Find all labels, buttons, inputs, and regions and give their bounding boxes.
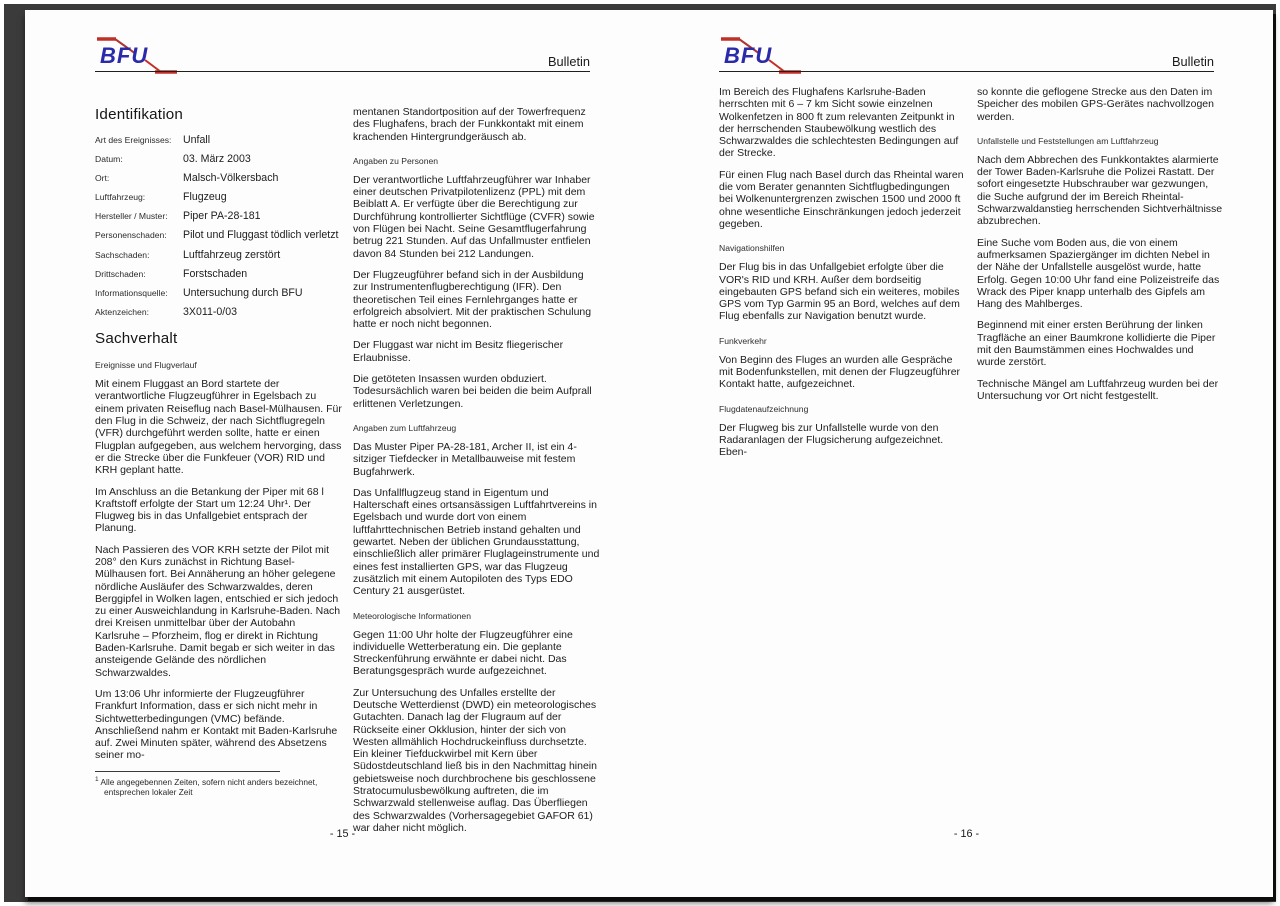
row-value: Malsch-Völkersbach [183, 172, 279, 185]
paragraph: Der verantwortliche Luftfahrzeugführer war Inhaber einer deutschen Privatpilotenlizenz (PPL) mit dem Beiblatt A. Er verfügte über die Berechtigung zur Durchführung kontrollierter Sichtflüge (CVFR) sowie von Flügen bei Nacht. Seine Gesamtflugerfahrung betrug 221 Stunden. Auf das Unfallmuster entfielen davon 84 Stunden bei 212 Landungen. [353, 173, 595, 260]
page-16-column-1 [719, 86, 966, 468]
page-16 [649, 10, 1273, 897]
subheading-navigationshilfen: Navigationshilfen [719, 243, 785, 254]
page-15-column-2 [353, 106, 600, 843]
table-row [95, 249, 342, 261]
row-value: 3X011-0/03 [183, 305, 237, 318]
paragraph: Die getöteten Insassen wurden obduziert. Todesursächlich waren bei beiden die beim Aufprall erlittenen Verletzungen. [353, 373, 592, 410]
bfu-logo-text: BFU [724, 43, 773, 68]
paragraph: Der Flugzeugführer befand sich in der Ausbildung zur Instrumentenflugberechtigung (IFR). Den theoretischen Teil eines Fernlehrganges hatte er erfolgreich absolviert. Mit der praktischen Schulung hatte er noch nicht begonnen. [353, 268, 592, 331]
paragraph: Der Fluggast war nicht im Besitz fliegerischer Erlaubnisse. [353, 339, 564, 364]
table-row [95, 191, 342, 203]
paragraph: Technische Mängel am Luftfahrzeug wurden bei der Untersuchung vor Ort nicht festgestellt. [977, 377, 1219, 402]
page-16-column-2 [977, 86, 1224, 468]
table-row [95, 229, 342, 241]
paragraph: Um 13:06 Uhr informierte der Flugzeugführer Frankfurt Information, dass er sich nicht mehr in Sichtwetterbedingungen (VMC) befände. Anschließend nahm er Kontakt mit Baden-Karlsruhe auf. Zwei Minuten später, während des Absetzens seiner mo- [95, 687, 338, 762]
table-row [95, 172, 342, 184]
row-value: Forstschaden [183, 267, 248, 280]
paragraph: Im Anschluss an die Betankung der Piper mit 68 l Kraftstoff erfolgte der Start um 12:24 Uhr¹. Der Flugweg bis in das Unfallgebiet entsprach der Planung. [95, 485, 324, 535]
page-number-15: - 15 - [329, 828, 356, 840]
table-row [95, 210, 342, 222]
table-row [95, 287, 342, 299]
footnote [95, 771, 342, 797]
paragraph: Gegen 11:00 Uhr holte der Flugzeugführer eine individuelle Wetterberatung ein. Die geplante Streckenführung erwähnte er dabei nicht. Das Beratungsgespräch wurde aufgezeichnet. [353, 628, 573, 678]
row-label: Datum: [95, 154, 123, 165]
page-number-16: - 16 - [953, 828, 980, 840]
paragraph: Von Beginn des Fluges an wurden alle Gespräche mit Bodenfunkstellen, mit denen der Flugzeugführer Kontakt hatte, aufgezeichnet. [719, 353, 961, 391]
row-value: Unfall [183, 134, 211, 146]
subheading-personen: Angaben zu Personen [353, 155, 439, 166]
bfu-logo-text: BFU [100, 43, 149, 68]
subheading-flugdaten: Flugdatenaufzeichnung [719, 403, 809, 414]
row-label: Personenschaden: [95, 230, 167, 241]
paragraph: Der Flug bis in das Unfallgebiet erfolgte über die VOR's RID und KRH. Außer dem bordseitig eingebauten GPS befand sich ein weiteres, mobiles GPS vom Typ Garmin 95 an Bord, welches auf dem Flug ebenfalls zur Navigation benutzt wurde. [719, 261, 960, 323]
footnote-text: Alle angegebennen Zeiten, sofern nicht anders bezeichnet, entsprechen lokaler Zeit [98, 776, 318, 797]
paragraph: so konnte die geflogene Strecke aus den Daten im Speicher des mobilen GPS-Gerätes nachvollzogen werden. [977, 86, 1214, 123]
page-15 [25, 10, 649, 897]
table-row [95, 153, 342, 165]
paragraph: Der Flugweg bis zur Unfallstelle wurde von den Radaranlagen der Flugsicherung aufgezeichnet. Eben- [719, 421, 944, 459]
sachverhalt-heading: Sachverhalt [95, 330, 178, 348]
document-spread [25, 10, 1273, 897]
subheading-funkverkehr: Funkverkehr [719, 335, 767, 346]
subheading-meteorologie: Meteorologische Informationen [353, 610, 471, 621]
paragraph: Das Muster Piper PA-28-181, Archer II, ist ein 4-sitziger Tiefdecker in Metallbauweise mit festem Bugfahrwerk. [353, 440, 577, 478]
row-label: Aktenzeichen: [95, 306, 149, 317]
paragraph: Im Bereich des Flughafens Karlsruhe-Baden herrschten mit 6 – 7 km Sicht sowie einzelnen Wolkenfetzen in 800 ft zum relevanten Zeitpunkt in der herrschenden Staubewölkung westlich des Schwarzwaldes die schlechtesten Bedingungen auf der Strecke. [719, 86, 959, 160]
row-value: Flugzeug [183, 191, 227, 204]
paragraph: Beginnend mit einer ersten Berührung der linken Tragfläche an einer Baumkrone kollidierte die Piper mit den Baumstämmen eines Hochwaldes und wurde zerstört. [977, 319, 1216, 369]
table-row [95, 306, 342, 318]
identification-table [95, 134, 342, 318]
bulletin-title: Bulletin [1172, 54, 1214, 69]
bfu-logo-icon [719, 32, 803, 76]
row-value: Untersuchung durch BFU [183, 286, 303, 299]
row-label: Art des Ereignisses: [95, 135, 172, 145]
paragraph: Mit einem Fluggast an Bord startete der verantwortliche Flugzeugführer in Egelsbach zu einem privaten Reiseflug nach Basel-Mülhausen. Für den Flug in die Schweiz, der nach Sichtflugregeln (VFR) durchgeführt werden sollte, hatte er einen Flugplan aufgegeben, aus welchem hervorging, dass er die Strecke über die Funkfeuer (VOR) RID und KRH geplant hatte. [95, 378, 342, 477]
row-value: Piper PA-28-181 [183, 210, 261, 223]
footnote-marker: 1 [95, 775, 99, 783]
bfu-logo-icon [95, 32, 179, 76]
page-16-content [719, 86, 1224, 468]
paragraph: Zur Untersuchung des Unfalles erstellte der Deutsche Wetterdienst (DWD) ein meteorologisches Gutachten. Danach lag der Flugraum auf der Rückseite einer Okklusion, hinter der sich von Westen allmählich Hochdruckeinfluss durchsetzte. Ein kleiner Tiefduckwirbel mit Kern über Südostdeutschland ließ bis in den Nachmittag hinein gebietsweise noch durchbrochene bis geschlossene Stratocumulusbewölkung auftreten, die im Schwarzwald stellenweise auflag. Das Überfliegen des Schwarzwaldes (Vorhersagegebiet GAFOR 61) war daher nicht möglich. [353, 686, 597, 834]
table-row [95, 134, 342, 146]
row-value: Pilot und Fluggast tödlich verletzt [183, 229, 339, 242]
paragraph: Eine Suche vom Boden aus, die von einem aufmerksamen Spaziergänger im dichten Nebel in der Nähe der Unfallstelle ausgelöst wurde, hatte Erfolg. Gegen 10:00 Uhr fand eine Polizeistreife das Wrack des Piper knapp unterhalb des Gipfels am Hang des Mahlberges. [977, 236, 1220, 311]
table-row [95, 268, 342, 280]
row-label: Informationsquelle: [95, 287, 168, 298]
header-rule [719, 71, 1214, 72]
row-label: Hersteller / Muster: [95, 211, 168, 222]
subheading-unfallstelle: Unfallstelle und Feststellungen am Luftfahrzeug [977, 135, 1159, 146]
page-15-content [95, 106, 600, 843]
identification-heading: Identifikation [95, 106, 184, 123]
viewer-canvas [4, 4, 1276, 902]
row-label: Drittschaden: [95, 268, 146, 279]
row-label: Sachschaden: [95, 249, 150, 260]
bulletin-title: Bulletin [548, 54, 590, 69]
subheading-ereignisse: Ereignisse und Flugverlauf [95, 360, 197, 371]
page-15-column-1 [95, 106, 342, 843]
paragraph: mentanen Standortposition auf der Towerfrequenz des Flughafens, brach der Funkkontakt mit einem krachenden Hintergrundgeräusch ab. [353, 106, 586, 143]
row-label: Luftfahrzeug: [95, 192, 146, 203]
row-label: Ort: [95, 173, 110, 184]
footnote-rule [95, 771, 280, 772]
row-value: Luftfahrzeug zerstört [183, 248, 281, 261]
row-value: 03. März 2003 [183, 153, 251, 166]
subheading-luftfahrzeug: Angaben zum Luftfahrzeug [353, 422, 457, 433]
paragraph: Nach dem Abbrechen des Funkkontaktes alarmierte der Tower Baden-Karlsruhe die Polizei Rastatt. Der sofort eingesetzte Hubschrauber war gezwungen, die Suche aufgrund der im Bereich Rheintal-Schwarzwaldanstieg herrschenden Sichtverhältnisse abzubrechen. [977, 153, 1223, 228]
header-rule [95, 71, 590, 72]
paragraph: Das Unfallflugzeug stand in Eigentum und Halterschaft eines ortsansässigen Luftfahrtvereins in Egelsbach und wurde dort von einem luftfahrttechnischen Betrieb instand gehalten und gewartet. Neben der üblichen Grundausstattung, einschließlich aller primärer Fluglageinstrumente und eines fest installierten GPS, war das Flugzeug zusätzlich mit einem Autopiloten des Typs EDO Century 21 ausgerüstet. [353, 486, 600, 598]
paragraph: Nach Passieren des VOR KRH setzte der Pilot mit 208° den Kurs zunächst in Richtung Basel-Mülhausen fort. Bei Annäherung an höher gelegene nördliche Ausläufer des Schwarzwaldes, deren Berggipfel in Wolken lagen, entschied er sich jedoch zu einer Ausweichlandung in Karlsruhe-Baden. Nach drei Kreisen unmittelbar über der Autobahn Karlsruhe – Pforzheim, flog er direkt in Richtung Baden-Karlsruhe. Damit begab er sich weiter in das ansteigende Gelände des nördlichen Schwarzwaldes. [95, 543, 341, 679]
paragraph: Für einen Flug nach Basel durch das Rheintal waren die vom Berater genannten Sichtflugbedingungen bei Wolkenuntergrenzen zwischen 1500 und 2000 ft ohne wesentliche Einschränkungen jedoch jederzeit gegeben. [719, 168, 964, 230]
